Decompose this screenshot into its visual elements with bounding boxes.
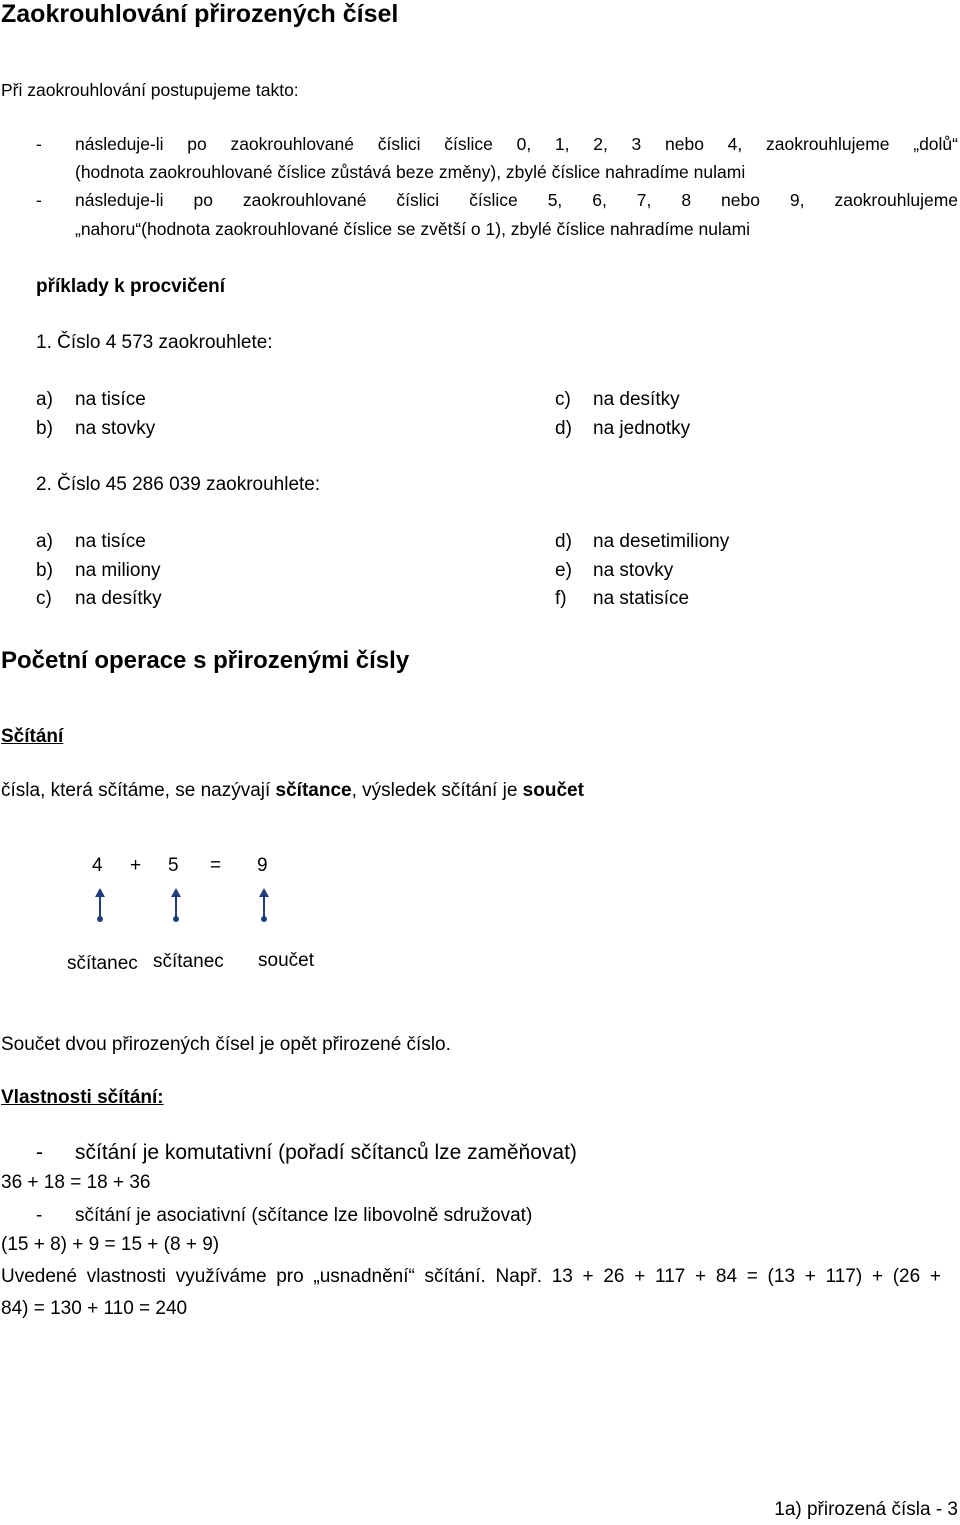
section-title-operations: Početní operace s přirozenými čísly: [1, 647, 410, 674]
exercise-1-d-text: na jednotky: [593, 418, 691, 439]
rule-1-dash: -: [36, 134, 42, 154]
term-addends: sčítance: [275, 780, 352, 801]
page-title: Zaokrouhlování přirozených čísel: [1, 0, 399, 28]
arrow-up-icon: [171, 888, 181, 924]
figure-plus-sign: +: [130, 855, 142, 876]
exercise-2-c-text: na desítky: [75, 588, 162, 609]
definition-part-2: , výsledek sčítání je: [351, 780, 523, 801]
term-sum: součet: [522, 780, 584, 801]
rule-1-line-1: následuje-li po zaokrouhlované číslici číslice 0, 1, 2, 3 nebo 4, zaokrouhlujeme „dolů“: [75, 134, 958, 154]
rule-2-line-1: následuje-li po zaokrouhlované číslici číslice 5, 6, 7, 8 nebo 9, zaokrouhlujeme: [75, 190, 958, 210]
figure-sum: 9: [257, 855, 268, 876]
property-1-text: sčítání je komutativní (pořadí sčítanců lze zaměňovat): [75, 1141, 577, 1164]
exercise-2-e-label: e): [555, 560, 572, 581]
arrow-shaft: [175, 894, 177, 918]
usage-line-1: Uvedené vlastnosti využíváme pro „usnadnění“ sčítání. Např. 13 + 26 + 117 + 84 = (13 + 117) + (26 +: [1, 1266, 941, 1287]
exercise-2-c-label: c): [36, 588, 52, 609]
addition-definition: [1, 780, 584, 802]
arrow-base-dot: [261, 916, 267, 922]
figure-addend-2: 5: [168, 855, 179, 876]
closure-statement: Součet dvou přirozených čísel je opět přirozené číslo.: [1, 1034, 451, 1055]
exercise-1-c-text: na desítky: [593, 389, 680, 410]
figure-label-sum: součet: [258, 950, 314, 971]
exercise-2-a-label: a): [36, 531, 53, 552]
arrow-up-icon: [95, 888, 105, 924]
page-footer: 1a) přirozená čísla - 3: [774, 1499, 958, 1520]
arrow-up-icon: [259, 888, 269, 924]
definition-part-1: čísla, která sčítáme, se nazývají: [1, 780, 276, 801]
arrow-shaft: [263, 894, 265, 918]
arrow-base-dot: [173, 916, 179, 922]
figure-label-addend-2: sčítanec: [153, 951, 224, 972]
exercise-2-d-label: d): [555, 531, 572, 552]
property-2-dash: -: [36, 1205, 43, 1226]
exercise-1-d-label: d): [555, 418, 572, 439]
arrow-shaft: [99, 894, 101, 918]
exercise-1-a-label: a): [36, 389, 53, 410]
properties-heading: Vlastnosti sčítání:: [1, 1087, 164, 1108]
exercise-1-b-label: b): [36, 418, 53, 439]
usage-line-2: 84) = 130 + 110 = 240: [1, 1298, 188, 1319]
exercise-2-d-text: na desetimiliony: [593, 531, 730, 552]
property-1-dash: -: [36, 1141, 43, 1164]
intro-text: Při zaokrouhlování postupujeme takto:: [1, 80, 299, 100]
exercise-1-title: 1. Číslo 4 573 zaokrouhlete:: [36, 332, 273, 353]
exercise-2-f-text: na statisíce: [593, 588, 690, 609]
addition-heading: Sčítání: [1, 726, 64, 747]
arrow-base-dot: [97, 916, 103, 922]
property-1-example: 36 + 18 = 18 + 36: [1, 1172, 151, 1193]
figure-label-addend-1: sčítanec: [67, 953, 138, 974]
property-2-example: (15 + 8) + 9 = 15 + (8 + 9): [1, 1234, 220, 1255]
exercise-1-b-text: na stovky: [75, 418, 156, 439]
exercise-2-b-text: na miliony: [75, 560, 161, 581]
exercise-1-a-text: na tisíce: [75, 389, 146, 410]
exercise-2-f-label: f): [555, 588, 567, 609]
rule-1-line-2: (hodnota zaokrouhlované číslice zůstává beze změny), zbylé číslice nahradíme nulami: [75, 162, 746, 182]
rule-2-dash: -: [36, 190, 42, 210]
property-2-text: sčítání je asociativní (sčítance lze libovolně sdružovat): [75, 1205, 533, 1226]
rule-2-line-2: „nahoru“(hodnota zaokrouhlované číslice se zvětší o 1), zbylé číslice nahradíme nulami: [75, 219, 751, 239]
exercise-2-title: 2. Číslo 45 286 039 zaokrouhlete:: [36, 474, 321, 495]
figure-equals-sign: =: [210, 855, 222, 876]
exercise-2-e-text: na stovky: [593, 560, 674, 581]
exercise-2-b-label: b): [36, 560, 53, 581]
exercise-1-c-label: c): [555, 389, 571, 410]
exercise-2-a-text: na tisíce: [75, 531, 146, 552]
figure-addend-1: 4: [92, 855, 103, 876]
exercises-heading: příklady k procvičení: [36, 276, 226, 297]
